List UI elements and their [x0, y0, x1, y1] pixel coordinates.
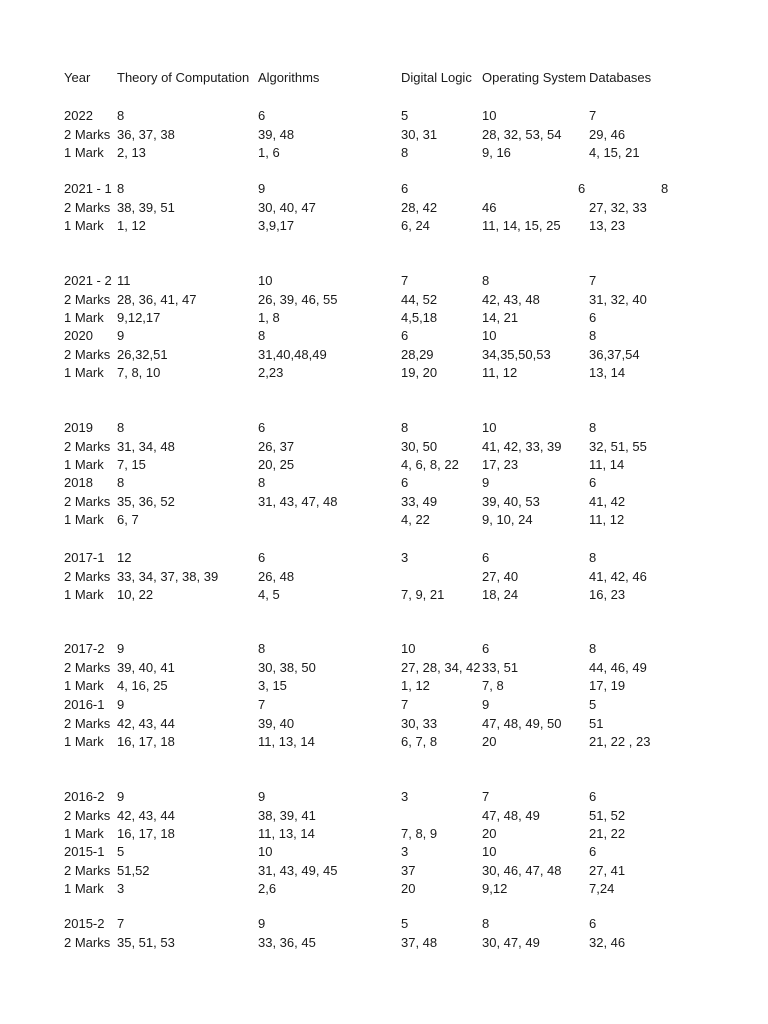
cell-databases: 8 — [589, 641, 597, 656]
cell-operating-system: 9, 10, 24 — [482, 512, 533, 527]
cell-algorithms: 31, 43, 47, 48 — [258, 493, 338, 509]
cell-operating-system: 47, 48, 49, 50 — [482, 715, 562, 731]
cell-operating-system: 20 — [482, 826, 497, 841]
cell-digital-logic: 8 — [401, 420, 409, 435]
cell-theory-of-computation: 6, 7 — [117, 512, 139, 527]
cell-algorithms: 3,9,17 — [258, 218, 295, 233]
cell-operating-system: 27, 40 — [482, 568, 519, 584]
cell-theory-of-computation: 39, 40, 41 — [117, 659, 175, 675]
cell-algorithms: 30, 40, 47 — [258, 199, 316, 215]
cell-operating-system: 10 — [482, 844, 497, 859]
cell-digital-logic: 3 — [401, 844, 409, 859]
cell-digital-logic: 6, 24 — [401, 218, 430, 233]
cell-operating-system: 18, 24 — [482, 587, 519, 602]
cell-databases: 13, 14 — [589, 365, 626, 380]
row-label: 2021 - 2 — [64, 273, 112, 288]
cell-databases: 32, 51, 55 — [589, 438, 647, 454]
row-label: 1 Mark — [64, 678, 104, 693]
cell-theory-of-computation: 11 — [117, 273, 131, 288]
cell-theory-of-computation: 9 — [117, 328, 125, 343]
cell-algorithms: 20, 25 — [258, 457, 295, 472]
cell-databases: 29, 46 — [589, 126, 626, 142]
cell-operating-system: 30, 47, 49 — [482, 934, 540, 950]
cell-algorithms: 6 — [258, 420, 266, 435]
cell-algorithms: 8 — [258, 475, 266, 490]
cell-operating-system: 46 — [482, 199, 497, 215]
cell-theory-of-computation: 38, 39, 51 — [117, 199, 175, 215]
cell-databases: 32, 46 — [589, 934, 626, 950]
cell-operating-system: 7 — [482, 789, 490, 804]
cell-algorithms: 2,6 — [258, 881, 277, 896]
cell-databases: 7 — [589, 273, 597, 288]
cell-operating-system: 41, 42, 33, 39 — [482, 438, 562, 454]
row-label: 2 Marks — [64, 934, 111, 950]
cell-operating-system: 33, 51 — [482, 659, 519, 675]
cell-theory-of-computation: 9 — [117, 789, 125, 804]
row-label: 2 Marks — [64, 346, 111, 362]
cell-digital-logic: 7, 9, 21 — [401, 587, 445, 602]
cell-operating-system: 17, 23 — [482, 457, 519, 472]
cell-operating-system: 6 — [482, 641, 490, 656]
cell-digital-logic: 20 — [401, 881, 416, 896]
cell-theory-of-computation: 26,32,51 — [117, 346, 168, 362]
cell-databases: 17, 19 — [589, 678, 626, 693]
cell-digital-logic: 30, 33 — [401, 715, 438, 731]
cell-databases: 13, 23 — [589, 218, 626, 233]
cell-digital-logic: 6 — [401, 475, 409, 490]
cell-algorithms: 26, 48 — [258, 568, 295, 584]
cell-operating-system: 8 — [482, 273, 490, 288]
cell-algorithms: 8 — [258, 641, 266, 656]
cell-databases: 6 — [589, 916, 597, 931]
cell-databases: 27, 32, 33 — [589, 199, 647, 215]
cell-digital-logic: 3 — [401, 789, 409, 804]
row-label: 1 Mark — [64, 512, 104, 527]
row-label: 2 Marks — [64, 862, 111, 878]
cell-operating-system: 10 — [482, 108, 497, 123]
cell-algorithms: 4, 5 — [258, 587, 280, 602]
cell-theory-of-computation: 7, 8, 10 — [117, 365, 161, 380]
cell-operating-system: 9 — [482, 475, 490, 490]
cell-theory-of-computation: 35, 51, 53 — [117, 934, 175, 950]
row-label: 2015-1 — [64, 844, 105, 859]
row-label: 1 Mark — [64, 457, 104, 472]
cell-digital-logic: 6, 7, 8 — [401, 734, 438, 749]
cell-databases: 6 — [589, 310, 597, 325]
header-algorithms: Algorithms — [258, 70, 320, 85]
cell-theory-of-computation: 9 — [117, 641, 125, 656]
row-label: 2 Marks — [64, 715, 111, 731]
row-label: 2 Marks — [64, 291, 111, 307]
cell-operating-system: 7, 8 — [482, 678, 504, 693]
cell-digital-logic: 1, 12 — [401, 678, 430, 693]
cell-databases: 6 — [589, 844, 597, 859]
cell-databases: 27, 41 — [589, 862, 626, 878]
cell-algorithms: 6 — [258, 108, 266, 123]
cell-theory-of-computation: 5 — [117, 844, 125, 859]
cell-databases: 11, 14 — [589, 457, 625, 472]
cell-digital-logic: 28,29 — [401, 346, 434, 362]
header-year: Year — [64, 70, 91, 85]
cell-theory-of-computation: 7, 15 — [117, 457, 146, 472]
cell-theory-of-computation: 3 — [117, 881, 125, 896]
cell-theory-of-computation: 2, 13 — [117, 145, 146, 160]
cell-databases: 4, 15, 21 — [589, 145, 640, 160]
cell-databases: 51, 52 — [589, 807, 626, 823]
cell-digital-logic: 33, 49 — [401, 493, 438, 509]
row-label: 2022 — [64, 108, 93, 123]
cell-theory-of-computation: 36, 37, 38 — [117, 126, 175, 142]
cell-operating-system: 39, 40, 53 — [482, 493, 540, 509]
cell-algorithms: 39, 48 — [258, 126, 295, 142]
cell-theory-of-computation: 31, 34, 48 — [117, 438, 175, 454]
cell-overflow: 8 — [661, 181, 669, 196]
cell-digital-logic: 4, 6, 8, 22 — [401, 457, 459, 472]
cell-operating-system: 9, 16 — [482, 145, 511, 160]
cell-theory-of-computation: 8 — [117, 108, 125, 123]
cell-algorithms: 30, 38, 50 — [258, 659, 316, 675]
cell-databases: 11, 12 — [589, 512, 625, 527]
cell-databases: 41, 42 — [589, 493, 626, 509]
cell-theory-of-computation: 33, 34, 37, 38, 39 — [117, 568, 219, 584]
cell-databases: 41, 42, 46 — [589, 568, 647, 584]
cell-databases: 8 — [589, 550, 597, 565]
cell-databases: 8 — [589, 420, 597, 435]
cell-digital-logic: 6 — [401, 181, 409, 196]
cell-digital-logic: 37 — [401, 862, 416, 878]
row-label: 2 Marks — [64, 807, 111, 823]
cell-theory-of-computation: 7 — [117, 916, 125, 931]
cell-digital-logic: 5 — [401, 916, 409, 931]
cell-algorithms: 11, 13, 14 — [258, 826, 315, 841]
cell-operating-system: 14, 21 — [482, 310, 519, 325]
cell-digital-logic: 10 — [401, 641, 416, 656]
cell-theory-of-computation: 9 — [117, 697, 125, 712]
cell-digital-logic: 44, 52 — [401, 291, 438, 307]
cell-databases: 31, 32, 40 — [589, 291, 647, 307]
cell-digital-logic: 37, 48 — [401, 934, 438, 950]
cell-digital-logic: 28, 42 — [401, 199, 438, 215]
row-label: 2 Marks — [64, 493, 111, 509]
row-label: 2015-2 — [64, 916, 105, 931]
cell-algorithms: 39, 40 — [258, 715, 295, 731]
cell-operating-system: 20 — [482, 734, 497, 749]
cell-theory-of-computation: 1, 12 — [117, 218, 146, 233]
cell-operating-system: 34,35,50,53 — [482, 346, 551, 362]
cell-databases: 6 — [589, 789, 597, 804]
row-label: 2 Marks — [64, 659, 111, 675]
row-label: 2021 - 1 — [64, 181, 112, 196]
cell-overflow: 6 — [578, 181, 586, 196]
row-label: 2017-1 — [64, 550, 105, 565]
cell-operating-system: 9 — [482, 697, 490, 712]
cell-databases: 5 — [589, 697, 597, 712]
cell-operating-system: 8 — [482, 916, 490, 931]
cell-algorithms: 2,23 — [258, 365, 284, 380]
cell-theory-of-computation: 8 — [117, 475, 125, 490]
cell-theory-of-computation: 4, 16, 25 — [117, 678, 168, 693]
cell-theory-of-computation: 28, 36, 41, 47 — [117, 291, 197, 307]
cell-algorithms: 9 — [258, 916, 266, 931]
cell-theory-of-computation: 8 — [117, 181, 125, 196]
cell-algorithms: 6 — [258, 550, 266, 565]
cell-algorithms: 1, 6 — [258, 145, 280, 160]
cell-digital-logic: 8 — [401, 145, 409, 160]
row-label: 2020 — [64, 328, 93, 343]
cell-databases: 8 — [589, 328, 597, 343]
cell-databases: 21, 22 , 23 — [589, 734, 651, 749]
cell-digital-logic: 7 — [401, 273, 409, 288]
row-label: 2 Marks — [64, 568, 111, 584]
row-label: 2018 — [64, 475, 93, 490]
cell-operating-system: 28, 32, 53, 54 — [482, 126, 562, 142]
cell-algorithms: 38, 39, 41 — [258, 807, 316, 823]
row-label: 2019 — [64, 420, 93, 435]
row-label: 1 Mark — [64, 365, 104, 380]
cell-operating-system: 30, 46, 47, 48 — [482, 862, 562, 878]
row-label: 1 Mark — [64, 881, 104, 896]
cell-digital-logic: 7, 8, 9 — [401, 826, 438, 841]
cell-digital-logic: 4,5,18 — [401, 310, 438, 325]
row-label: 2 Marks — [64, 199, 111, 215]
row-label: 1 Mark — [64, 310, 104, 325]
header-theory-of-computation: Theory of Computation — [117, 70, 250, 85]
cell-theory-of-computation: 42, 43, 44 — [117, 715, 175, 731]
cell-operating-system: 11, 14, 15, 25 — [482, 218, 561, 233]
cell-operating-system: 10 — [482, 328, 497, 343]
row-label: 1 Mark — [64, 145, 104, 160]
header-digital-logic: Digital Logic — [401, 70, 472, 85]
cell-digital-logic: 7 — [401, 697, 409, 712]
cell-databases: 36,37,54 — [589, 346, 640, 362]
cell-operating-system: 47, 48, 49 — [482, 807, 540, 823]
cell-digital-logic: 3 — [401, 550, 409, 565]
cell-digital-logic: 19, 20 — [401, 365, 438, 380]
cell-algorithms: 7 — [258, 697, 266, 712]
cell-databases: 7,24 — [589, 881, 615, 896]
cell-theory-of-computation: 9,12,17 — [117, 310, 161, 325]
cell-theory-of-computation: 51,52 — [117, 862, 150, 878]
cell-theory-of-computation: 16, 17, 18 — [117, 734, 175, 749]
row-label: 2 Marks — [64, 126, 111, 142]
cell-databases: 51 — [589, 715, 604, 731]
row-label: 1 Mark — [64, 734, 104, 749]
cell-algorithms: 31,40,48,49 — [258, 346, 327, 362]
header-operating-system: Operating System — [482, 70, 587, 85]
row-label: 2016-2 — [64, 789, 105, 804]
cell-algorithms: 1, 8 — [258, 310, 280, 325]
cell-databases: 44, 46, 49 — [589, 659, 647, 675]
row-label: 1 Mark — [64, 587, 104, 602]
cell-algorithms: 11, 13, 14 — [258, 734, 315, 749]
cell-databases: 7 — [589, 108, 597, 123]
cell-digital-logic: 30, 31 — [401, 126, 438, 142]
cell-theory-of-computation: 16, 17, 18 — [117, 826, 175, 841]
row-label: 1 Mark — [64, 826, 104, 841]
cell-algorithms: 9 — [258, 789, 266, 804]
cell-algorithms: 10 — [258, 844, 273, 859]
cell-digital-logic: 30, 50 — [401, 438, 438, 454]
cell-algorithms: 26, 39, 46, 55 — [258, 291, 338, 307]
cell-operating-system: 10 — [482, 420, 497, 435]
cell-algorithms: 33, 36, 45 — [258, 934, 316, 950]
cell-databases: 6 — [589, 475, 597, 490]
cell-digital-logic: 5 — [401, 108, 409, 123]
cell-theory-of-computation: 12 — [117, 550, 132, 565]
cell-algorithms: 3, 15 — [258, 678, 287, 693]
row-label: 2 Marks — [64, 438, 111, 454]
cell-algorithms: 31, 43, 49, 45 — [258, 862, 338, 878]
cell-theory-of-computation: 42, 43, 44 — [117, 807, 175, 823]
cell-algorithms: 8 — [258, 328, 266, 343]
row-label: 1 Mark — [64, 218, 104, 233]
cell-theory-of-computation: 8 — [117, 420, 125, 435]
cell-operating-system: 11, 12 — [482, 365, 518, 380]
cell-operating-system: 42, 43, 48 — [482, 291, 540, 307]
cell-algorithms: 9 — [258, 181, 266, 196]
row-label: 2017-2 — [64, 641, 105, 656]
cell-digital-logic: 4, 22 — [401, 512, 430, 527]
header-databases: Databases — [589, 70, 652, 85]
cell-databases: 16, 23 — [589, 587, 626, 602]
cell-digital-logic: 6 — [401, 328, 409, 343]
cell-theory-of-computation: 35, 36, 52 — [117, 493, 175, 509]
cell-digital-logic: 27, 28, 34, 42 — [401, 659, 481, 675]
cell-operating-system: 9,12 — [482, 881, 508, 896]
cell-operating-system: 6 — [482, 550, 490, 565]
cell-algorithms: 10 — [258, 273, 273, 288]
row-label: 2016-1 — [64, 697, 105, 712]
cell-theory-of-computation: 10, 22 — [117, 587, 154, 602]
cell-databases: 21, 22 — [589, 826, 626, 841]
cell-algorithms: 26, 37 — [258, 438, 295, 454]
